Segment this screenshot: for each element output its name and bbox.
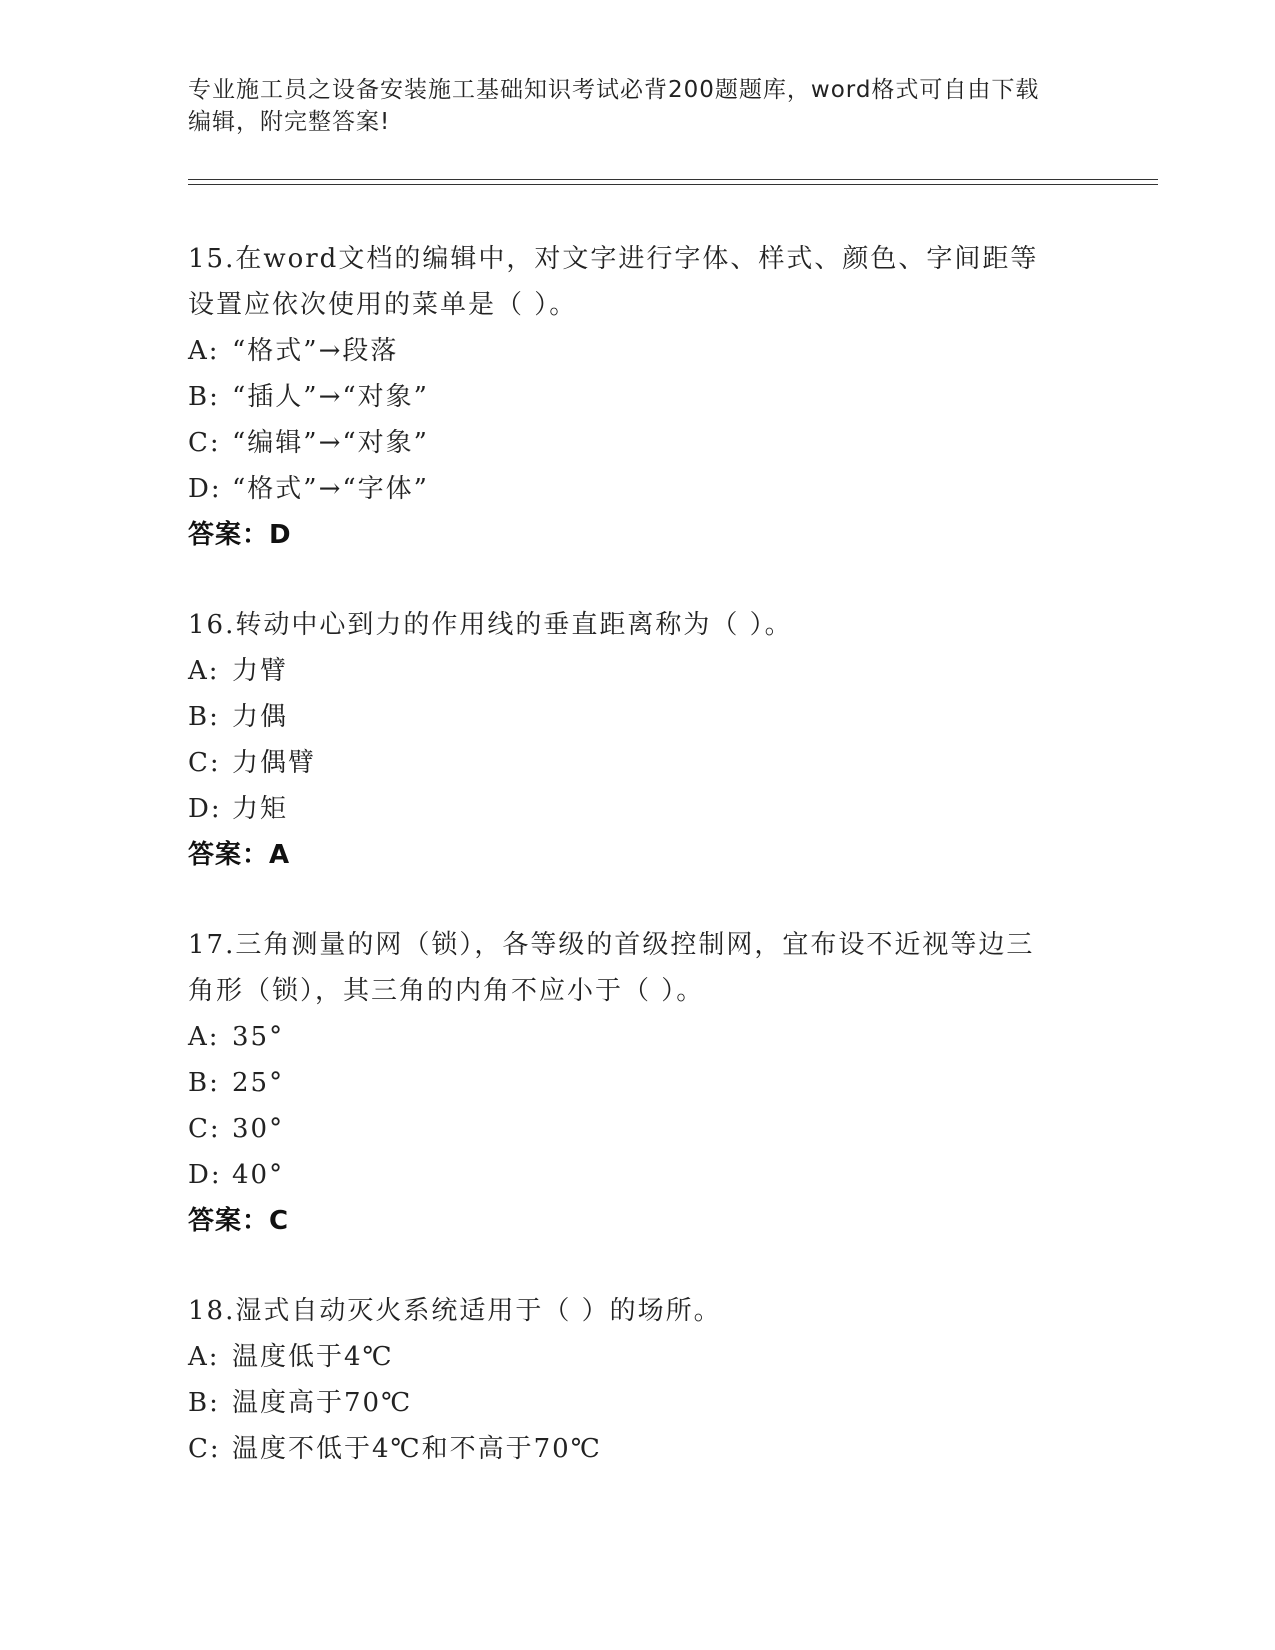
option-text: 40°	[232, 1160, 285, 1190]
option-text: “编辑”→“对象”	[232, 428, 429, 458]
option-d	[188, 1152, 1088, 1198]
answer-label: 答案：C	[188, 1206, 290, 1236]
option-b	[188, 1060, 1088, 1106]
option-letter: D:	[188, 1160, 222, 1190]
question-15	[188, 236, 1088, 558]
option-c	[188, 420, 1088, 466]
option-letter: A:	[188, 656, 220, 686]
option-text: 力偶臂	[232, 748, 317, 778]
answer-label: 答案：D	[188, 520, 292, 550]
option-text: 温度低于4℃	[232, 1342, 394, 1372]
option-d	[188, 786, 1088, 832]
question-text-line-1: 16.转动中心到力的作用线的垂直距离称为（ ）。	[188, 610, 793, 640]
option-a	[188, 328, 1088, 374]
answer-label: 答案：A	[188, 840, 291, 870]
option-a	[188, 1014, 1088, 1060]
option-text: 力偶	[232, 702, 289, 732]
option-letter: B:	[188, 1068, 220, 1098]
question-text-line-2: 角形（锁），其三角的内角不应小于（ ）。	[188, 976, 705, 1006]
option-c	[188, 1106, 1088, 1152]
question-text-line-1: 15.在word文档的编辑中，对文字进行字体、样式、颜色、字间距等	[188, 244, 1039, 274]
option-text: “插人”→“对象”	[232, 382, 429, 412]
option-text: 力臂	[232, 656, 289, 686]
option-letter: A:	[188, 1342, 220, 1372]
option-text: “格式”→段落	[232, 336, 399, 366]
option-letter: D:	[188, 474, 222, 504]
header-line-1: 专业施工员之设备安装施工基础知识考试必背200题题库，word格式可自由下载	[188, 77, 1040, 103]
question-text-line-2: 设置应依次使用的菜单是（ ）。	[188, 290, 578, 320]
option-text: 温度高于70℃	[232, 1388, 413, 1418]
option-text: 35°	[232, 1022, 285, 1052]
option-letter: A:	[188, 336, 220, 366]
question-text-line-1: 17.三角测量的网（锁），各等级的首级控制网，宜布设不近视等边三	[188, 930, 1035, 960]
option-c	[188, 1426, 1088, 1472]
question-16	[188, 602, 1088, 878]
option-letter: C:	[188, 1114, 221, 1144]
option-text: 30°	[232, 1114, 285, 1144]
option-letter: A:	[188, 1022, 220, 1052]
option-letter: D:	[188, 794, 222, 824]
option-text: 温度不低于4℃和不高于70℃	[232, 1434, 602, 1464]
header-divider-bottom	[188, 184, 1158, 185]
option-c	[188, 740, 1088, 786]
option-d	[188, 466, 1088, 512]
option-text: “格式”→“字体”	[232, 474, 429, 504]
option-letter: B:	[188, 702, 220, 732]
option-b	[188, 374, 1088, 420]
option-b	[188, 1380, 1088, 1426]
header-divider-top	[188, 179, 1158, 180]
option-letter: B:	[188, 1388, 220, 1418]
option-a	[188, 648, 1088, 694]
option-letter: C:	[188, 748, 221, 778]
option-b	[188, 694, 1088, 740]
option-text: 25°	[232, 1068, 285, 1098]
document-header	[188, 74, 1088, 138]
option-letter: C:	[188, 1434, 221, 1464]
question-18	[188, 1288, 1088, 1472]
question-list	[188, 236, 1088, 1516]
header-line-2: 编辑，附完整答案!	[188, 109, 391, 135]
option-a	[188, 1334, 1088, 1380]
option-text: 力矩	[232, 794, 289, 824]
question-text-line-1: 18.湿式自动灭火系统适用于（ ）的场所。	[188, 1296, 722, 1326]
question-17	[188, 922, 1088, 1244]
option-letter: B:	[188, 382, 220, 412]
option-letter: C:	[188, 428, 221, 458]
